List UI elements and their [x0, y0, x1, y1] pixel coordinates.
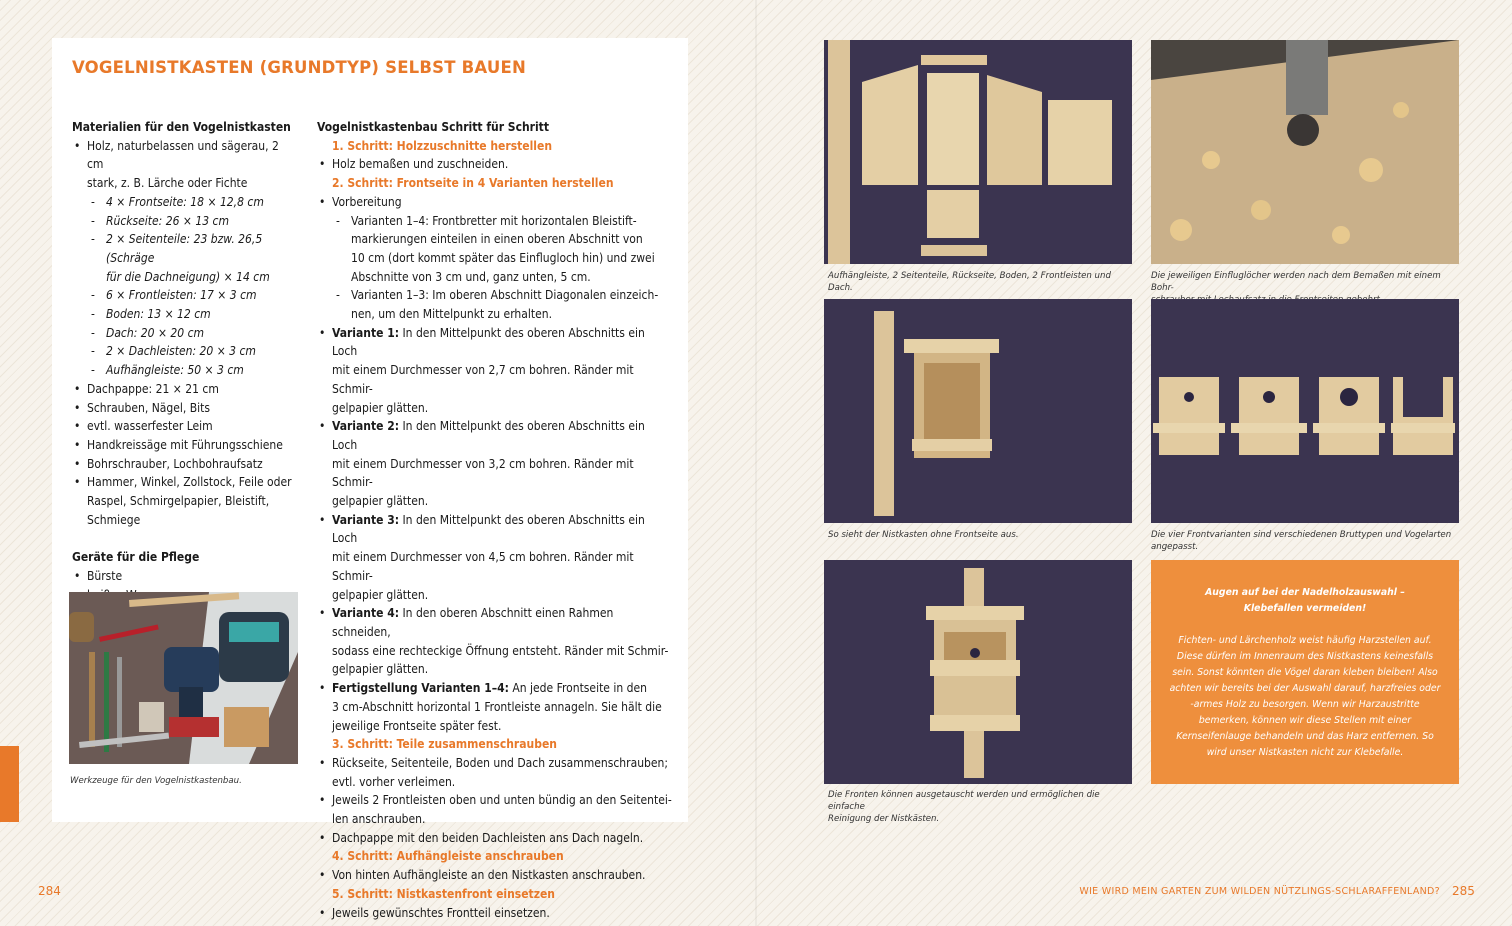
part-item: - 2 × Seitenteile: 23 bzw. 26,5 (Schräge für die Dachneigung) × 14 cm: [72, 230, 292, 286]
caption-drilling: Die jeweiligen Einfluglöcher werden nach dem Bemaßen mit einem Bohr-: [1151, 271, 1441, 293]
part-item: - 2 × Dachleisten: 20 × 3 cm: [72, 342, 292, 361]
list-item: • Dachpappe: 21 × 21 cm: [72, 380, 292, 399]
left-page-panel: [52, 38, 688, 920]
part-item: - Rückseite: 26 × 13 cm: [72, 212, 292, 231]
list-item: • Rückseite, Seitenteile, Boden und Dach zusammenschrauben; evtl. vorher verleimen.: [317, 754, 672, 791]
part-item: - Boden: 13 × 12 cm: [72, 305, 292, 324]
part-item: - Dach: 20 × 20 cm: [72, 324, 292, 343]
caption-assembled-box: Die Fronten können ausgetauscht werden und ermöglichen die einfache Reinigung der Nistkästen.: [828, 790, 1100, 824]
photo-drilling: [1151, 40, 1459, 264]
photo-front-variants: [1151, 299, 1459, 523]
list-item: • Bohrschrauber, Lochbohraufsatz: [72, 455, 292, 474]
list-item: • evtl. wasserfester Leim: [72, 417, 292, 436]
list-item: • Jeweils gewünschtes Frontteil einsetzen.: [317, 904, 672, 923]
list-item: • Von hinten Aufhängleiste an den Nistkasten anschrauben.: [317, 866, 672, 885]
list-item: • Bürste: [72, 567, 292, 586]
page-number-right: 285: [1452, 884, 1475, 898]
photo-wood-parts: [824, 40, 1132, 264]
steps-heading: Vogelnistkastenbau Schritt für Schritt: [317, 120, 549, 134]
orange-tab-marker: [0, 746, 19, 822]
tools-caption: Werkzeuge für den Vogelnistkastenbau.: [70, 776, 242, 786]
step-4-heading: 4. Schritt: Aufhängleiste anschrauben: [332, 849, 564, 864]
list-item: • Schrauben, Nägel, Bits: [72, 399, 292, 418]
part-item: - Aufhängleiste: 50 × 3 cm: [72, 361, 292, 380]
list-item: • Holz bemaßen und zuschneiden.: [317, 155, 672, 174]
list-item: • Vorbereitung: [317, 193, 672, 212]
prep-item: - Varianten 1–3: Im oberen Abschnitt Diagonalen einzeich- nen, um den Mittelpunkt zu erhalten.: [317, 286, 672, 323]
part-item: - 6 × Frontleisten: 17 × 3 cm: [72, 286, 292, 305]
variant-1-item: • Variante 1: In den Mittelpunkt des oberen Abschnitts ein Loch mit einem Durchmesser von 2,7 cm bohren. Ränder mit Schmir- gelpapier glätten.: [317, 324, 672, 418]
page-number-left: 284: [38, 884, 61, 898]
variant-3-item: • Variante 3: In den Mittelpunkt des oberen Abschnitts ein Loch mit einem Durchmesser von 4,5 cm bohren. Ränder mit Schmir- gelpapier glätten.: [317, 511, 672, 605]
page-title: VOGELNISTKASTEN (GRUNDTYP) SELBST BAUEN: [72, 58, 526, 77]
materials-heading: Materialien für den Vogelnistkasten: [72, 120, 291, 134]
list-item-tools: • Hammer, Winkel, Zollstock, Feile oder Raspel, Schmirgelpapier, Bleistift, Schmiege: [72, 473, 292, 529]
step-5-heading: 5. Schritt: Nistkastenfront einsetzen: [332, 886, 555, 901]
tip-title: Augen auf bei der Nadelholzauswahl – Klebefallen vermeiden!: [1205, 587, 1405, 614]
steps-column: [317, 118, 672, 922]
tip-body: Fichten- und Lärchenholz weist häufig Harzstellen auf. Diese dürfen im Innenraum des Nistkastens keinesfalls sein. Sonst könnten die Vögel daran kleben bleiben! Also achten wir bereits bei der Auswahl darauf, harzfreies oder -armes Holz zu besorgen. Wenn wir Harzaustritte bemerken, können wir diese Stellen mit einer Kernseifenlauge behandeln und das Harz entfernen. So wird unser Nistkasten nicht zur Klebefalle.: [1169, 635, 1441, 758]
prep-item: - Varianten 1–4: Frontbretter mit horizontalen Bleistift- markierungen einteilen in einen oberen Abschnitt von 10 cm (dort kommt später das Einflugloch hin) und zwei Abschnitte von 3 cm und, ganz unten, 5 cm.: [317, 212, 672, 287]
list-item: • Dachpappe mit den beiden Dachleisten ans Dach nageln.: [317, 829, 672, 848]
photo-box-without-front: [824, 299, 1132, 523]
step-2-heading: 2. Schritt: Frontseite in 4 Varianten herstellen: [332, 176, 614, 191]
list-item: • Handkreissäge mit Führungsschiene: [72, 436, 292, 455]
caption-wood-parts: Aufhängleiste, 2 Seitenteile, Rückseite, Boden, 2 Frontleisten und Dach.: [828, 271, 1111, 293]
caption-front-variants: Die vier Frontvarianten sind verschiedenen Bruttypen und Vogelarten angepasst.: [1151, 530, 1452, 552]
variant-2-item: • Variante 2: In den Mittelpunkt des oberen Abschnitts ein Loch mit einem Durchmesser von 3,2 cm bohren. Ränder mit Schmir- gelpapier glätten.: [317, 417, 672, 511]
materials-column: [72, 118, 292, 604]
step-1-heading: 1. Schritt: Holzzuschnitte herstellen: [332, 138, 553, 153]
step-3-heading: 3. Schritt: Teile zusammenschrauben: [332, 737, 557, 752]
tip-box: [1151, 560, 1459, 784]
part-item: - 4 × Frontseite: 18 × 12,8 cm: [72, 193, 292, 212]
running-head: WIE WIRD MEIN GARTEN ZUM WILDEN NÜTZLINGS-SCHLARAFFENLAND?: [1079, 886, 1440, 897]
tools-photo: [69, 592, 298, 764]
care-heading: Geräte für die Pflege: [72, 550, 200, 565]
photo-assembled-box: [824, 560, 1132, 784]
finishing-item: • Fertigstellung Varianten 1–4: An jede Frontseite in den 3 cm-Abschnitt horizontal 1 Frontleiste annageln. Sie hält die jeweilige Frontseite später fest.: [317, 679, 672, 735]
list-item-wood: • Holz, naturbelassen und sägerau, 2 cm stark, z. B. Lärche oder Fichte: [72, 137, 292, 193]
caption-box-without-front: So sieht der Nistkasten ohne Frontseite aus.: [828, 530, 1019, 540]
list-item: • Jeweils 2 Frontleisten oben und unten bündig an den Seitentei- len anschrauben.: [317, 791, 672, 828]
spread-gutter: [755, 0, 757, 926]
variant-4-item: • Variante 4: In den oberen Abschnitt einen Rahmen schneiden, sodass eine rechteckige Öffnung entsteht. Ränder mit Schmir- gelpapier glätten.: [317, 604, 672, 679]
